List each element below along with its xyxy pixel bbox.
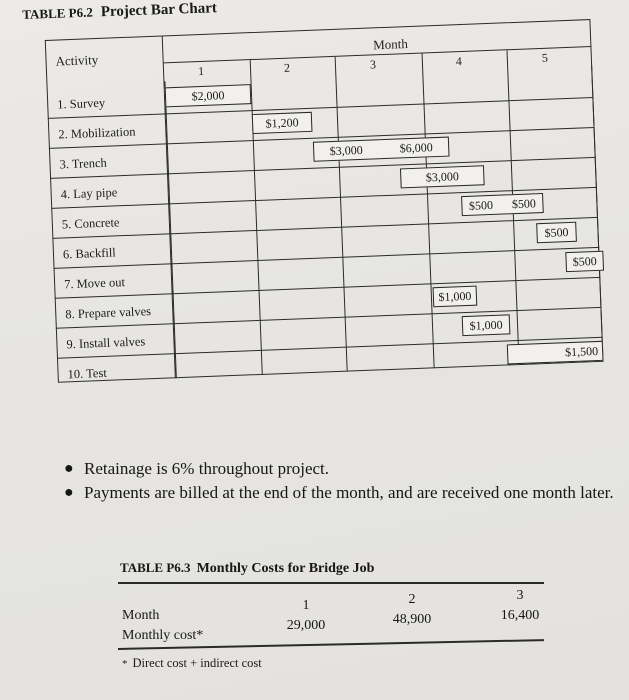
month-2: 2 (283, 60, 291, 75)
activity-9: 9. Install valves (66, 334, 146, 352)
activity-2: 2. Mobilization (58, 124, 136, 142)
note-item (62, 482, 622, 503)
bar-value: $500 (544, 224, 569, 240)
bar-lay-pipe (400, 165, 485, 188)
month-header: Month (372, 36, 409, 53)
month-value: 2 (408, 592, 416, 607)
table-label: TABLE P6.3 (120, 560, 191, 575)
notes-list (62, 458, 622, 506)
month-3: 3 (369, 57, 377, 72)
month-1: 1 (197, 63, 205, 79)
activity-10: 10. Test (67, 365, 108, 382)
activity-1: 1. Survey (56, 95, 106, 112)
cost-value: 29,000 (286, 618, 326, 633)
activity-5: 5. Concrete (61, 215, 120, 232)
table-label: TABLE P6.2 (22, 4, 94, 22)
table-name: Monthly Costs for Bridge Job (196, 561, 375, 576)
footnote-marker: * (122, 658, 128, 670)
bar-backfill (536, 222, 577, 244)
bar-value: $1,500 (564, 343, 599, 359)
bar-mobilization (252, 112, 313, 134)
bullet-icon: ● (64, 460, 74, 477)
activity-6: 6. Backfill (62, 245, 117, 262)
bar-install-valves (462, 314, 511, 336)
month-4: 4 (455, 53, 463, 69)
month-value: 1 (302, 598, 310, 613)
bullet-icon: ● (64, 484, 74, 501)
bar-value: $3,000 (329, 142, 363, 158)
bar-concrete (461, 193, 544, 216)
cost-value: 48,900 (392, 612, 432, 627)
month-5: 5 (541, 50, 549, 65)
bar-value: $3,000 (425, 168, 460, 184)
table-name: Project Bar Chart (100, 0, 218, 21)
footnote (122, 656, 262, 671)
bar-value: $1,200 (265, 114, 299, 131)
row-label-month: Month (122, 608, 160, 623)
bar-value: $1,000 (438, 288, 472, 304)
project-bar-chart (44, 0, 628, 390)
bar-survey (165, 84, 252, 107)
bar-value: $500 (511, 195, 537, 211)
bar-value: $6,000 (399, 139, 433, 155)
activity-4: 4. Lay pipe (60, 185, 118, 202)
activity-8: 8. Prepare valves (65, 304, 152, 322)
bar-value: $500 (468, 197, 494, 213)
row-label-cost: Monthly cost* (122, 628, 204, 643)
bar-value: $1,000 (469, 317, 503, 333)
month-value: 3 (516, 588, 524, 603)
bar-move-out (565, 251, 604, 272)
bar-value: $2,000 (191, 87, 225, 103)
activity-7: 7. Move out (63, 275, 126, 292)
note-text: Payments are billed at the end of the month, and are received one month later. (84, 483, 614, 502)
note-text: Retainage is 6% throughout project. (84, 459, 330, 478)
footnote-text: Direct cost + indirect cost (132, 656, 262, 670)
bar-test (507, 341, 604, 365)
cost-value: 16,400 (500, 608, 540, 623)
activity-header: Activity (55, 51, 99, 69)
bar-prepare-valves (433, 286, 478, 308)
table-top-rule (118, 582, 544, 584)
bar-value: $500 (572, 253, 597, 269)
table-p6-3-title (120, 560, 550, 577)
note-item (62, 458, 622, 479)
activity-3: 3. Trench (59, 155, 108, 172)
